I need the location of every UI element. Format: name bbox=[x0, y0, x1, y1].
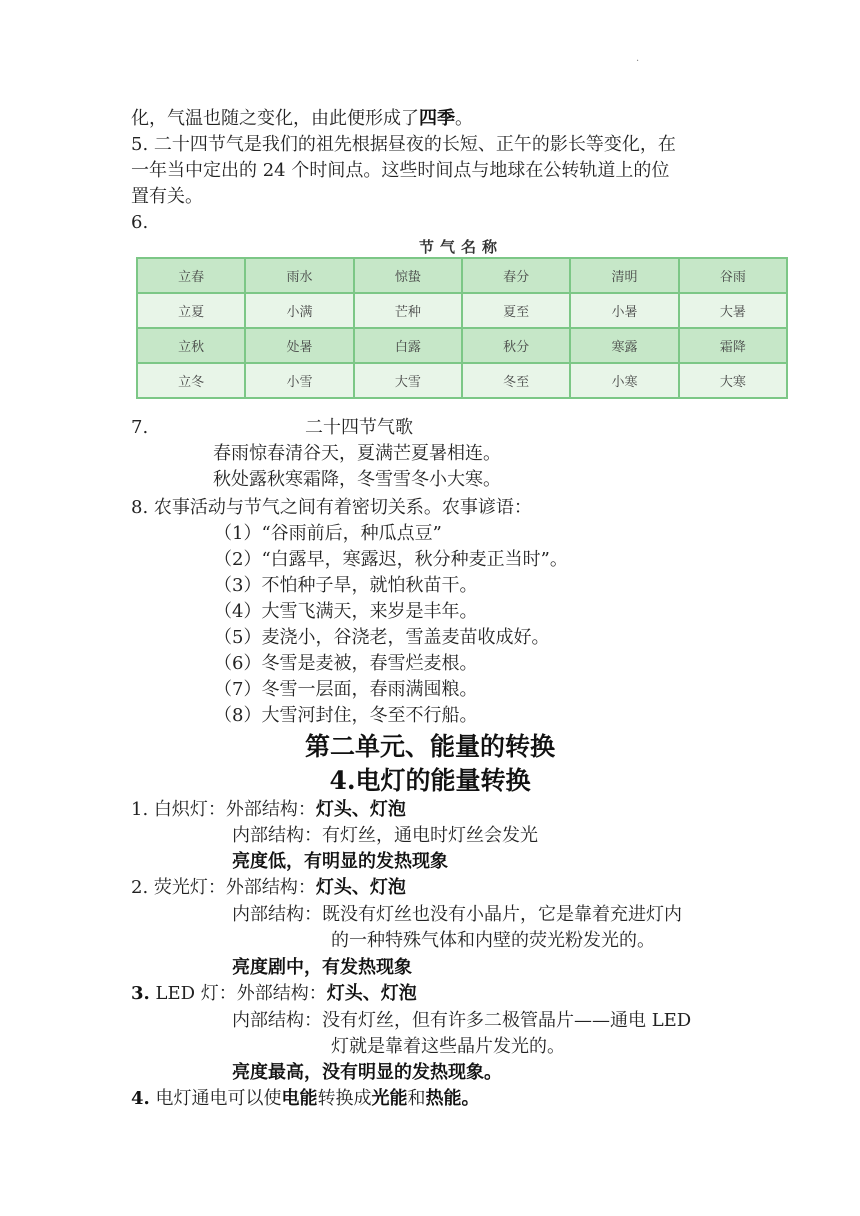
page-dot: · bbox=[636, 56, 640, 67]
table-cell: 小满 bbox=[245, 293, 353, 328]
lamp3-num: 3. bbox=[131, 983, 150, 1004]
lamp2-outer-line bbox=[131, 875, 406, 901]
table-cell: 大寒 bbox=[679, 363, 787, 398]
item5-line2: 一年当中定出的 24 个时间点。这些时间点与地球在公转轨道上的位 bbox=[131, 160, 670, 181]
table-cell: 小雪 bbox=[245, 363, 353, 398]
song-line1: 春雨惊春清谷天，夏满芒夏暑相连。 bbox=[213, 443, 501, 464]
item8-intro: 8. 农事活动与节气之间有着密切关系。农事谚语： bbox=[131, 497, 532, 518]
energy-light: 光能 bbox=[371, 1088, 408, 1109]
proverb-item: （6）冬雪是麦被，春雪烂麦根。 bbox=[214, 653, 478, 674]
lesson-title: 4.电灯的能量转换 bbox=[329, 766, 531, 795]
season-line bbox=[131, 106, 473, 132]
table-row bbox=[137, 328, 787, 363]
table-row bbox=[137, 293, 787, 328]
proverb-item: （7）冬雪一层面，春雨满囤粮。 bbox=[214, 679, 478, 700]
lamp1-outer: 灯头、灯泡 bbox=[315, 799, 406, 820]
season-text: 化，气温也随之变化，由此便形成了 bbox=[131, 108, 419, 129]
table-row bbox=[137, 363, 787, 398]
table-cell: 小寒 bbox=[570, 363, 678, 398]
lamp1-summary: 亮度低，有明显的发热现象 bbox=[232, 851, 448, 872]
lamp3-outer: 灯头、灯泡 bbox=[326, 983, 417, 1004]
lamp2-label: 2. 荧光灯：外部结构： bbox=[131, 877, 316, 898]
table-cell: 处暑 bbox=[245, 328, 353, 363]
proverb-item: （4）大雪飞满天，来岁是丰年。 bbox=[214, 601, 478, 622]
table-cell: 立秋 bbox=[137, 328, 245, 363]
table-cell: 霜降 bbox=[679, 328, 787, 363]
table-cell: 立冬 bbox=[137, 363, 245, 398]
table-cell: 谷雨 bbox=[679, 258, 787, 293]
table-cell: 立夏 bbox=[137, 293, 245, 328]
lamp1-inner: 内部结构：有灯丝，通电时灯丝会发光 bbox=[232, 825, 538, 846]
table-row bbox=[137, 258, 787, 293]
lamp3-label: LED 灯：外部结构： bbox=[149, 983, 327, 1004]
item7-label: 7. bbox=[131, 417, 149, 438]
lamp2-inner2: 的一种特殊气体和内壁的荧光粉发光的。 bbox=[331, 930, 655, 951]
table-cell: 芒种 bbox=[354, 293, 462, 328]
table-cell: 春分 bbox=[462, 258, 570, 293]
item5-line1: 5. 二十四节气是我们的祖先根据昼夜的长短、正午的影长等变化，在 bbox=[131, 134, 676, 155]
energy-text: 和 bbox=[407, 1088, 426, 1109]
table-cell: 夏至 bbox=[462, 293, 570, 328]
proverb-item: （8）大雪河封住，冬至不行船。 bbox=[214, 705, 478, 726]
lamp2-summary: 亮度剧中，有发热现象 bbox=[232, 957, 412, 978]
energy-heat: 热能 bbox=[425, 1088, 462, 1109]
table-cell: 大雪 bbox=[354, 363, 462, 398]
table-cell: 立春 bbox=[137, 258, 245, 293]
proverb-item: （2）“白露早，寒露迟，秋分种麦正当时”。 bbox=[214, 549, 568, 570]
table-cell: 大暑 bbox=[679, 293, 787, 328]
lamp3-outer-line bbox=[131, 981, 417, 1007]
season-bold: 四季 bbox=[419, 108, 455, 129]
item5-line3: 置有关。 bbox=[131, 186, 203, 207]
energy-num: 4. bbox=[131, 1088, 150, 1109]
unit-title: 第二单元、能量的转换 bbox=[304, 732, 555, 761]
table-cell: 冬至 bbox=[462, 363, 570, 398]
table-cell: 清明 bbox=[570, 258, 678, 293]
proverb-item: （5）麦浇小，谷浇老，雪盖麦苗收成好。 bbox=[214, 627, 550, 648]
table-cell: 白露 bbox=[354, 328, 462, 363]
season-end: 。 bbox=[455, 108, 473, 129]
song-line2: 秋处露秋寒霜降，冬雪雪冬小大寒。 bbox=[213, 469, 501, 490]
energy-text: 电灯通电可以使 bbox=[149, 1088, 282, 1109]
lamp2-inner1: 内部结构：既没有灯丝也没有小晶片，它是靠着充进灯内 bbox=[232, 904, 682, 925]
song-title: 二十四节气歌 bbox=[305, 417, 413, 438]
table-caption: 节气名称 bbox=[418, 238, 503, 256]
item6-label: 6. bbox=[131, 212, 149, 233]
table-cell: 雨水 bbox=[245, 258, 353, 293]
lamp3-inner2: 灯就是靠着这些晶片发光的。 bbox=[331, 1036, 565, 1057]
lamp3-summary: 亮度最高，没有明显的发热现象。 bbox=[232, 1062, 502, 1083]
energy-electric: 电能 bbox=[281, 1088, 318, 1109]
table-cell: 秋分 bbox=[462, 328, 570, 363]
proverb-item: （3）不怕种子旱，就怕秋苗干。 bbox=[214, 575, 478, 596]
table-cell: 惊蛰 bbox=[354, 258, 462, 293]
energy-text: 转换成 bbox=[317, 1088, 372, 1109]
proverb-item: （1）“谷雨前后，种瓜点豆” bbox=[214, 523, 442, 544]
lamp2-outer: 灯头、灯泡 bbox=[315, 877, 406, 898]
solar-terms-table bbox=[136, 257, 788, 399]
lamp1-label: 1. 白炽灯：外部结构： bbox=[131, 799, 316, 820]
energy-line bbox=[131, 1086, 480, 1112]
lamp3-inner1: 内部结构：没有灯丝，但有许多二极管晶片——通电 LED bbox=[232, 1010, 692, 1031]
table-cell: 寒露 bbox=[570, 328, 678, 363]
table-cell: 小暑 bbox=[570, 293, 678, 328]
energy-end: 。 bbox=[461, 1088, 480, 1109]
lamp1-outer-line bbox=[131, 797, 406, 823]
